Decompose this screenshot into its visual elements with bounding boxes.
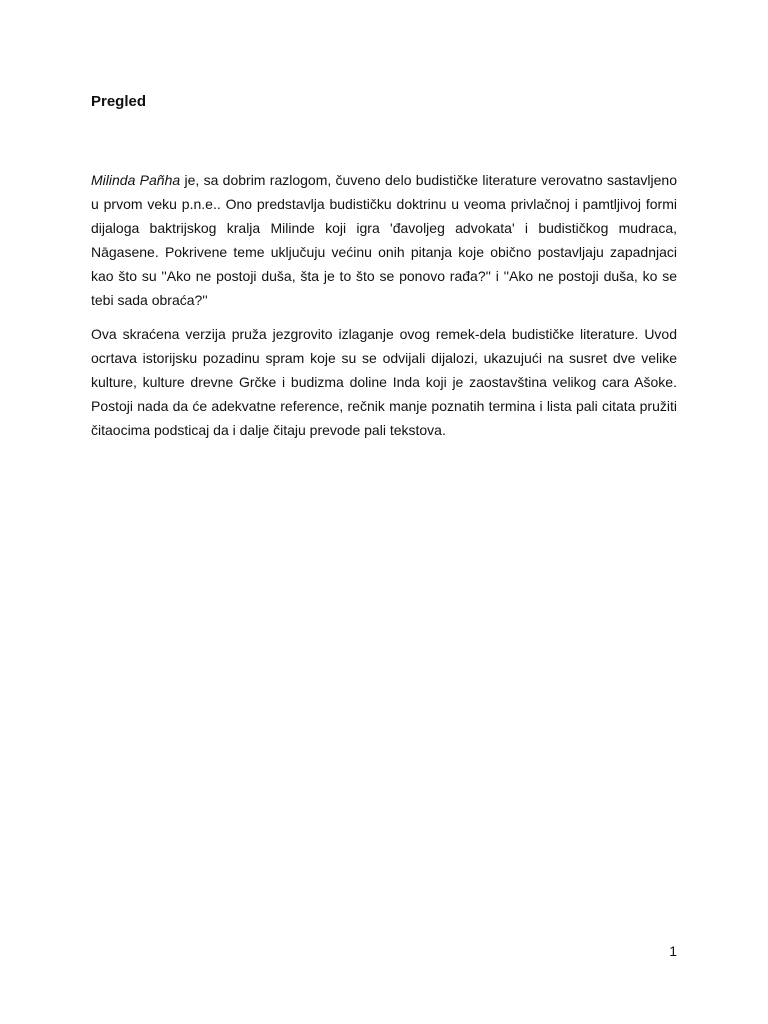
paragraph-intro-text: je, sa dobrim razlogom, čuveno delo budističke literature verovatno sastavljeno u prvom veku p.n.e.. Ono predstavlja budističku doktrinu u veoma privlačnoj i pamtljivoj formi dijaloga baktrijskog kralja Milinde koji igra 'đavoljeg advokata' i budističkog mudraca, Nāgasene. Pokrivene teme uključuju većinu onih pitanja koje obično postavljaju zapadnjaci kao što su ''Ako ne postoji duša, šta je to što se ponovo rađa?'' i ''Ako ne postoji duša, ko se tebi sada obraća?'' xyxy=(91,172,677,308)
page-number: 1 xyxy=(669,943,677,959)
section-heading: Pregled xyxy=(91,93,147,110)
paragraph-intro xyxy=(91,168,677,312)
book-title: Milinda Pañha xyxy=(91,172,181,188)
paragraph-summary: Ova skraćena verzija pruža jezgrovito izlaganje ovog remek-dela budističke literature. Uvod ocrtava istorijsku pozadinu spram koje su se odvijali dijalozi, ukazujući na susret dve velike kulture, kulture drevne Grčke i budizma doline Inda koji je zaostavština velikog cara Ašoke. Postoji nada da će adekvatne reference, rečnik manje poznatih termina i lista pali citata pružiti čitaocima podsticaj da i dalje čitaju prevode pali tekstova. xyxy=(91,326,677,438)
